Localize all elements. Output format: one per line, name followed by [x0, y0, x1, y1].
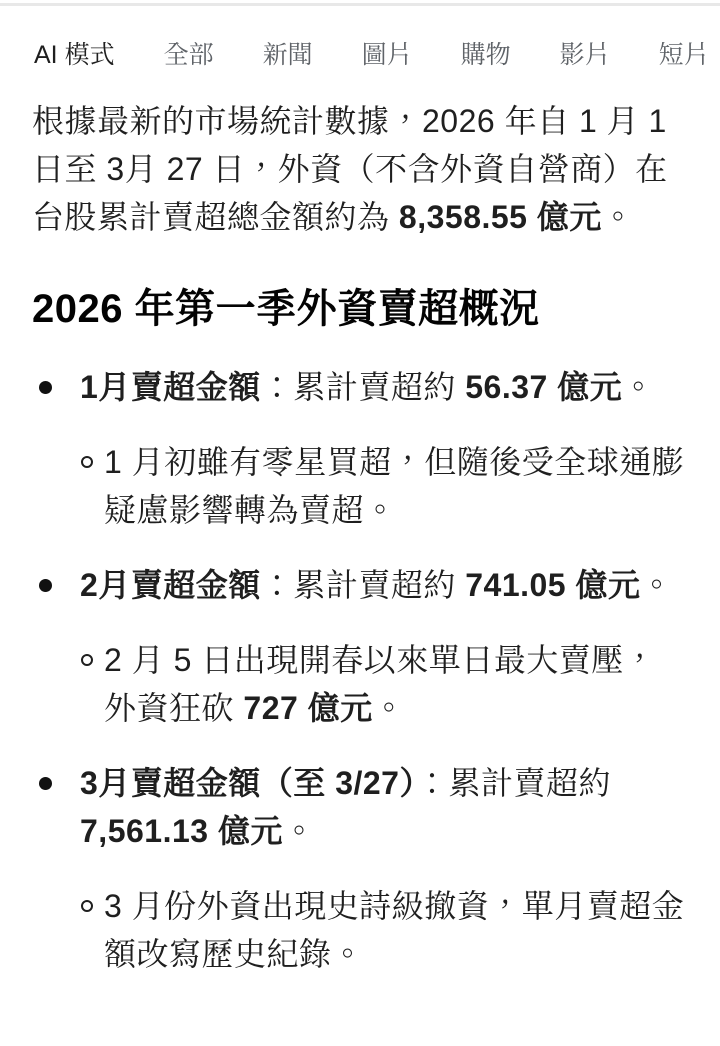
tab-all[interactable]: 全部: [163, 42, 214, 69]
intro-paragraph: [32, 97, 688, 241]
jan-sub-list: [80, 438, 688, 534]
monthly-summary-list: [32, 363, 688, 978]
feb-note-prefix: 2 月 5 日出現開春以來單日最大賣壓，外資狂砍: [104, 642, 657, 726]
feb-title: 2月賣超金額: [80, 567, 261, 603]
tab-images[interactable]: 圖片: [361, 42, 412, 69]
section-heading: 2026 年第一季外資賣超概況: [32, 287, 540, 331]
search-result-tabbar: [0, 42, 720, 69]
jan-label: ：累計賣超約: [260, 369, 466, 405]
top-divider: [0, 3, 720, 6]
tab-news[interactable]: 新聞: [262, 42, 313, 69]
feb-period: 。: [640, 567, 674, 603]
mar-amount: 7,561.13 億元: [80, 813, 283, 849]
mar-period: 。: [282, 813, 316, 849]
mar-sub-list: [80, 882, 688, 978]
tab-videos[interactable]: 影片: [559, 42, 610, 69]
list-item-february-note: [80, 636, 688, 732]
tab-ai-mode[interactable]: AI 模式: [34, 42, 115, 69]
list-item-body: [80, 759, 688, 978]
jan-amount: 56.37 億元: [465, 369, 623, 405]
feb-amount: 741.05 億元: [465, 567, 641, 603]
feb-note-text: [104, 636, 688, 732]
mar-note-text: 3 月份外資出現史詩級撤資，單月賣超金額改寫歷史紀錄。: [104, 888, 685, 972]
list-item-march-note: [80, 882, 688, 978]
bullet-circle-icon: [80, 636, 104, 684]
mar-label: ：累計賣超約: [415, 765, 611, 801]
feb-note-amount: 727 億元: [243, 690, 373, 726]
jan-title: 1月賣超金額: [80, 369, 261, 405]
bullet-disc-icon: [32, 561, 80, 609]
tab-shopping[interactable]: 購物: [460, 42, 511, 69]
bullet-disc-icon: [32, 759, 80, 807]
intro-text: 根據最新的市場統計數據，2026 年自 1 月 1 日至 3月 27 日，外資（不含外資自營商）在台股累計賣超總金額約為: [32, 103, 668, 235]
feb-note-suffix: 。: [372, 690, 406, 726]
jan-period: 。: [622, 369, 655, 405]
bullet-disc-icon: [32, 363, 80, 411]
intro-total-amount: 8,358.55 億元: [398, 199, 602, 235]
tab-short-videos[interactable]: 短片: [658, 42, 709, 69]
ai-answer-content: [0, 97, 720, 978]
jan-note-text: 1 月初雖有零星買超，但隨後受全球通膨疑慮影響轉為賣超。: [104, 444, 685, 528]
list-item-march: [32, 759, 688, 978]
list-item-body: [80, 363, 688, 534]
list-item-february: [32, 561, 688, 732]
feb-sub-list: [80, 636, 688, 732]
mar-title: 3月賣超金額（至 3/27）: [80, 765, 416, 801]
list-item-body: [80, 561, 688, 732]
bullet-circle-icon: [80, 882, 104, 930]
list-item-january: [32, 363, 688, 534]
bullet-circle-icon: [80, 438, 104, 486]
google-serp-ai-mode-page: [0, 3, 720, 1046]
intro-period: 。: [601, 199, 635, 235]
list-item-january-note: [80, 438, 688, 534]
feb-label: ：累計賣超約: [260, 567, 466, 603]
